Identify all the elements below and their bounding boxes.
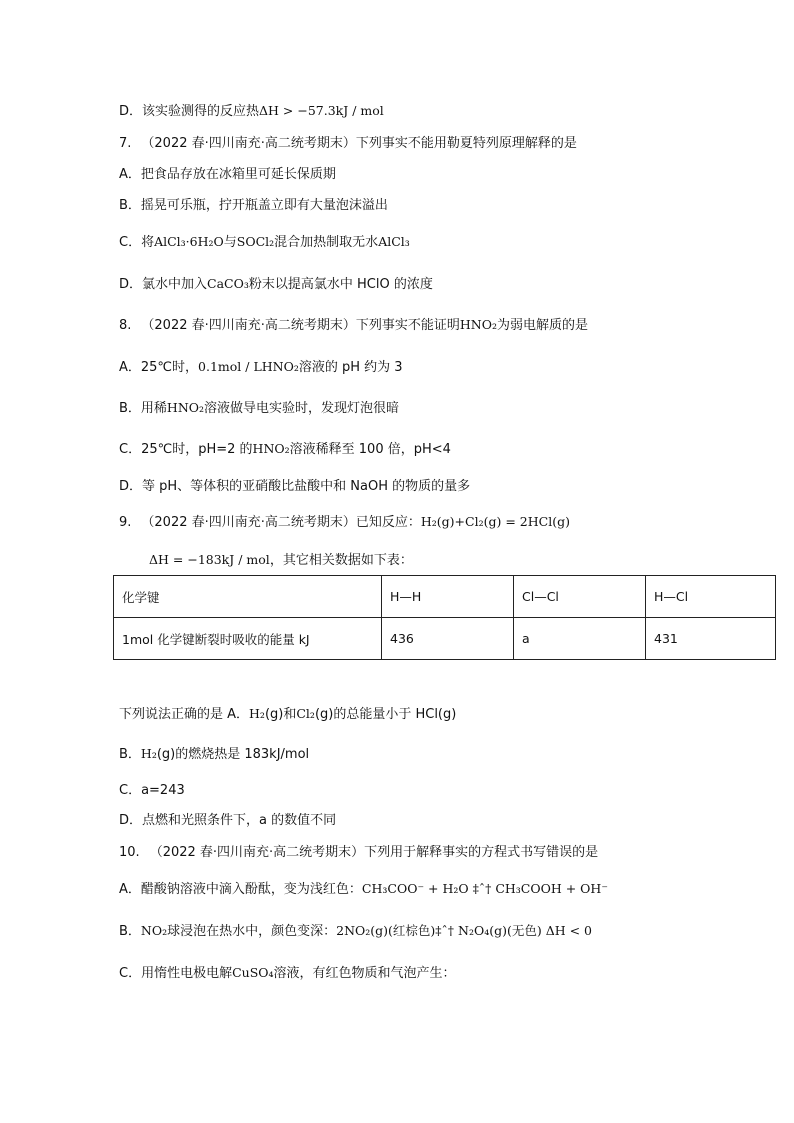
- question-number: 10.: [119, 845, 140, 860]
- formula: H₂: [249, 706, 265, 721]
- q7-option-c: [119, 233, 410, 252]
- question-8: [119, 316, 588, 335]
- q9-statement: [119, 705, 456, 724]
- q10-option-a: [119, 880, 608, 899]
- option-text: 混合加热制取无水: [274, 235, 379, 250]
- table-cell: 1mol 化学键断裂时吸收的能量 kJ: [114, 618, 382, 660]
- q8-option-a: [119, 358, 403, 377]
- question-text: ，其它相关数据如下表：: [269, 553, 413, 568]
- option-text: 球浸泡在热水中，颜色变深：: [167, 924, 337, 939]
- option-text: 该实验测得的反应热: [142, 104, 260, 119]
- formula: HNO₂: [459, 317, 497, 332]
- question-text: （2022 春·四川南充·高二统考期末）下列事实不能用勒夏特列原理解释的是: [141, 136, 577, 151]
- option-text: 下列说法正确的是 A．: [119, 707, 250, 722]
- option-text: 溶液的 pH 约为 3: [298, 360, 403, 375]
- table-header-cell: Cl—Cl: [514, 576, 646, 618]
- option-text: B．用稀: [119, 401, 167, 416]
- table-header-cell: H—Cl: [646, 576, 776, 618]
- formula: CH₃COO⁻ + H₂O ‡ˆ† CH₃COOH + OH⁻: [361, 881, 608, 896]
- formula: SOCl₂: [236, 234, 275, 249]
- question-text: （2022 春·四川南充·高二统考期末）已知反应：: [141, 515, 421, 530]
- option-text: C．将: [119, 235, 155, 250]
- option-text: B．: [119, 924, 141, 939]
- formula: AlCl₃: [378, 234, 410, 249]
- question-7: [119, 135, 577, 153]
- option-label: D．: [119, 104, 143, 119]
- formula: H₂: [140, 746, 157, 761]
- q7-option-d: [119, 275, 433, 294]
- table-cell: 431: [646, 618, 776, 660]
- formula: NO₂: [140, 923, 168, 938]
- formula: ΔH = −183kJ / mol: [149, 552, 270, 567]
- option-text: 溶液稀释至 100 倍，pH<4: [289, 442, 451, 457]
- option-text: B．: [119, 747, 141, 762]
- question-10: [119, 844, 598, 862]
- table-header-cell: H—H: [382, 576, 514, 618]
- option-text: (g)和: [264, 707, 297, 722]
- option-text: (g)的燃烧热是 183kJ/mol: [156, 747, 310, 762]
- q6-option-d: [119, 102, 384, 121]
- option-text: C．用惰性电极电解: [119, 966, 233, 981]
- table-header-row: [114, 576, 776, 618]
- formula: 0.1mol / LHNO₂: [198, 359, 299, 374]
- q9-option-c: C．a=243: [119, 783, 185, 798]
- formula: HNO₂: [166, 400, 205, 415]
- q10-option-c: [119, 964, 456, 983]
- question-number: 9.: [119, 515, 132, 530]
- formula: 2NO₂(g)(红棕色)‡ˆ† N₂O₄(g)(无色) ΔH < 0: [336, 923, 593, 938]
- question-number: 7.: [119, 136, 132, 151]
- q8-option-c: [119, 440, 451, 459]
- option-text: C．25℃时，pH=2 的: [119, 442, 253, 457]
- q7-option-b: B．摇晃可乐瓶，拧开瓶盖立即有大量泡沫溢出: [119, 198, 388, 213]
- option-text: A．25℃时，: [119, 360, 199, 375]
- formula: Cl₂: [296, 706, 315, 721]
- question-number: 8.: [119, 318, 132, 333]
- table-header-cell: 化学键: [114, 576, 382, 618]
- option-text: 溶液，有红色物质和气泡产生：: [273, 966, 456, 981]
- question-text: 为弱电解质的是: [497, 318, 589, 333]
- question-text: （2022 春·四川南充·高二统考期末）下列用于解释事实的方程式书写错误的是: [149, 845, 599, 860]
- formula: HNO₂: [252, 441, 290, 456]
- formula: H₂(g)+Cl₂(g) = 2HCl(g): [420, 514, 570, 529]
- table-cell: a: [514, 618, 646, 660]
- option-text: A．醋酸钠溶液中滴入酚酞，变为浅红色：: [119, 882, 362, 897]
- q8-option-b: [119, 399, 399, 418]
- table-cell: 436: [382, 618, 514, 660]
- q9-option-b: [119, 745, 309, 764]
- q9-option-d: D．点燃和光照条件下，a 的数值不同: [119, 813, 337, 828]
- q10-option-b: [119, 922, 592, 941]
- q7-option-a: A．把食品存放在冰箱里可延长保质期: [119, 167, 336, 182]
- option-text: D．氯水中加入: [119, 277, 208, 292]
- q9-continuation: [149, 551, 413, 570]
- table-row: [114, 618, 776, 660]
- question-9: [119, 513, 570, 532]
- formula: CuSO₄: [232, 965, 274, 980]
- option-text: 与: [223, 235, 237, 250]
- option-text: (g)的总能量小于 HCl(g): [314, 707, 457, 722]
- option-text: 粉末以提高氯水中 HClO 的浓度: [248, 277, 433, 292]
- formula: CaCO₃: [207, 276, 249, 291]
- formula: ΔH > −57.3kJ / mol: [259, 103, 384, 118]
- bond-energy-table: [113, 575, 776, 660]
- formula: AlCl₃·6H₂O: [154, 234, 224, 249]
- option-text: 溶液做导电实验时，发现灯泡很暗: [204, 401, 400, 416]
- q8-option-d: D．等 pH、等体积的亚硝酸比盐酸中和 NaOH 的物质的量多: [119, 479, 471, 494]
- question-text: （2022 春·四川南充·高二统考期末）下列事实不能证明: [141, 318, 460, 333]
